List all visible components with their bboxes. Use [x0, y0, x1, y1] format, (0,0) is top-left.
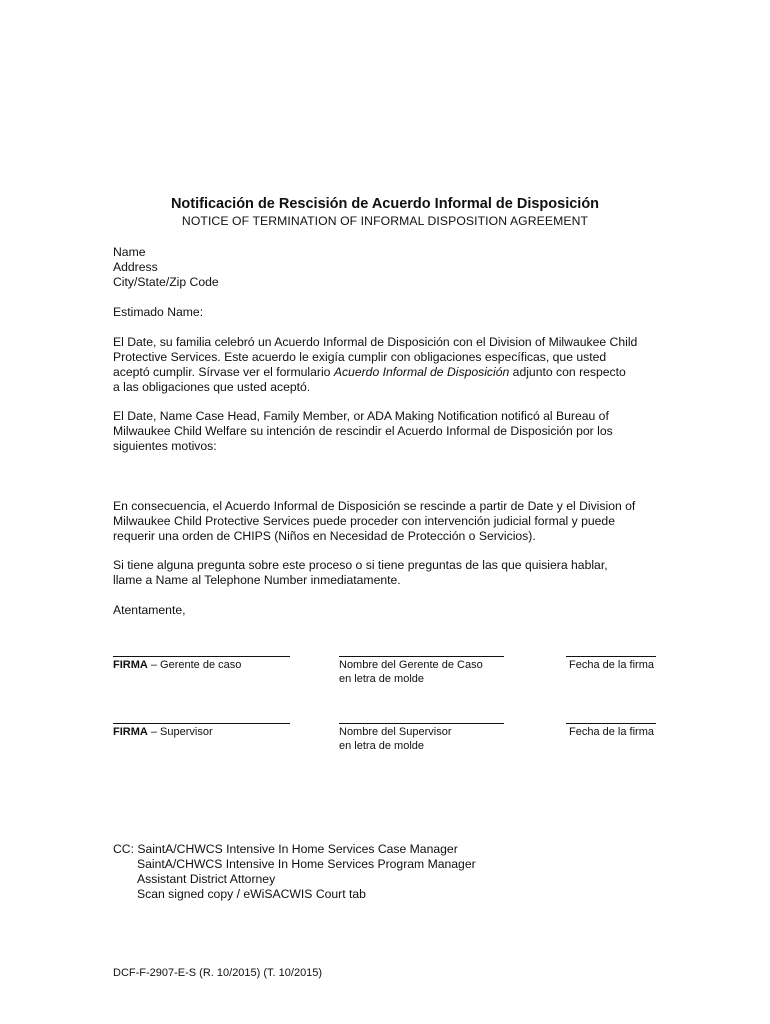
- date-label-case-manager: Fecha de la firma: [569, 659, 654, 671]
- signature-line-case-manager: [113, 656, 290, 657]
- recipient-name: Name: [113, 245, 146, 259]
- closing: Atentamente,: [113, 603, 186, 617]
- signature-line-supervisor: [113, 723, 290, 724]
- signature-label-supervisor: FIRMA – Supervisor: [113, 726, 213, 738]
- paragraph-consequence: En consecuencia, el Acuerdo Informal de Disposición se rescinde a partir de Date y el Division of Milwaukee Child Protective Services puede proceder con intervención judicial formal y puede requerir una orden de CHIPS (Niños en Necesidad de Protección o Servicios).: [113, 499, 636, 543]
- cc-list: CC: SaintA/CHWCS Intensive In Home Services Case Manager SaintA/CHWCS Intensive In Home Services Program Manager Assistant District Attorney Scan signed copy / eWiSACWIS Court tab: [113, 842, 476, 901]
- recipient-street: Address: [113, 260, 158, 274]
- recipient-city: City/State/Zip Code: [113, 275, 219, 289]
- date-line-supervisor: [566, 723, 656, 724]
- recipient-address: [113, 245, 673, 290]
- document-title: Notificación de Rescisión de Acuerdo Informal de Disposición: [170, 196, 600, 212]
- date-label-supervisor: Fecha de la firma: [569, 726, 654, 738]
- date-line-case-manager: [566, 656, 656, 657]
- form-number-footer: DCF-F-2907-E-S (R. 10/2015) (T. 10/2015): [113, 967, 323, 979]
- paragraph-agreement: El Date, su familia celebró un Acuerdo Informal de Disposición con el Division of Milwaukee Child Protective Services. Este acuerdo le exigía cumplir con obligaciones específicas, que usted aceptó cumplir. Sírvase ver el formulario Acuerdo Informal de Disposición adjunto con respecto a las obligaciones que usted aceptó.: [113, 335, 638, 394]
- signature-label-case-manager: FIRMA – Gerente de caso: [113, 659, 242, 671]
- name-line-supervisor: [339, 723, 504, 724]
- paragraph-notification: El Date, Name Case Head, Family Member, or ADA Making Notification notificó al Bureau of Milwaukee Child Welfare su intención de rescindir el Acuerdo Informal de Disposición por los siguientes motivos:: [113, 409, 613, 453]
- paragraph-questions: Si tiene alguna pregunta sobre este proceso o si tiene preguntas de las que quisiera hablar, llame a Name al Telephone Number inmediatamente.: [113, 558, 608, 587]
- greeting: Estimado Name:: [113, 305, 204, 319]
- document-subtitle: NOTICE OF TERMINATION OF INFORMAL DISPOSITION AGREEMENT: [181, 214, 589, 228]
- form-name-italic: Acuerdo Informal de Disposición: [333, 365, 510, 379]
- name-line-case-manager: [339, 656, 504, 657]
- name-label-case-manager: Nombre del Gerente de Caso en letra de molde: [339, 659, 483, 685]
- name-label-supervisor: Nombre del Supervisor en letra de molde: [339, 726, 452, 752]
